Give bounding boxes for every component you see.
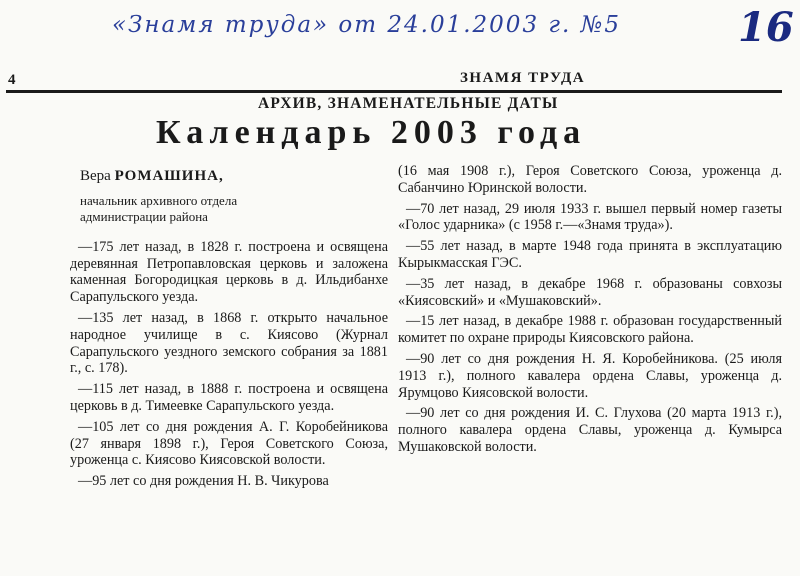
entry-paragraph: —115 лет назад, в 1888 г. построена и освящена церковь в д. Тимеевке Сарапульского уезда.: [70, 381, 388, 414]
entry-paragraph: —55 лет назад, в марте 1948 года принята в эксплуатацию Кырыкмасская ГЭС.: [398, 238, 782, 271]
header-rule: [6, 90, 782, 93]
author-last-name: РОМАШИНА,: [114, 168, 224, 184]
section-title: АРХИВ, ЗНАМЕНАТЕЛЬНЫЕ ДАТЫ: [258, 95, 559, 112]
headline: Календарь 2003 года: [156, 114, 587, 151]
entry-paragraph: —35 лет назад, в декабре 1968 г. образованы совхозы «Киясовский» и «Мушаковский».: [398, 275, 782, 309]
right-column: [398, 163, 782, 460]
page-number: 4: [8, 72, 16, 88]
entry-paragraph: —175 лет назад, в 1828 г. построена и освящена деревянная Петропавловская церковь и заложена каменная Богородицкая церковь в д. Ильдибанхе Сарапульского уезда.: [70, 238, 388, 306]
author-first-name: Вера: [80, 168, 111, 184]
author-position: начальник архивного отдела администрации района: [80, 192, 238, 224]
handwritten-note: «Знамя труда» от 24.01.2003 г. №5: [112, 12, 622, 38]
byline-author: [80, 168, 388, 185]
entry-paragraph: —15 лет назад, в декабре 1988 г. образован государственный комитет по охране природы Киясовского района.: [398, 313, 782, 347]
entry-paragraph: (16 мая 1908 г.), Героя Советского Союза, уроженца д. Сабанчино Юринской волости.: [398, 163, 782, 196]
entry-paragraph: —135 лет назад, в 1868 г. открыто начальное народное училище в с. Киясово (Журнал Сарапульского уездного земского собрания за 1881 г., с. 178).: [70, 309, 388, 377]
entry-paragraph: —90 лет со дня рождения И. С. Глухова (20 марта 1913 г.), полного кавалера ордена Славы, уроженца д. Кумырса Мушаковской волости.: [398, 405, 782, 455]
entry-paragraph: —90 лет со дня рождения Н. Я. Коробейникова. (25 июля 1913 г.), полного кавалера ордена Славы, уроженца д. Ярумцово Киясовской волости.: [398, 350, 782, 401]
newspaper-name: ЗНАМЯ ТРУДА: [460, 70, 586, 86]
entry-paragraph: —95 лет со дня рождения Н. В. Чикурова: [78, 473, 329, 490]
handwritten-page-mark: 16: [738, 4, 794, 51]
entry-paragraph: —105 лет со дня рождения А. Г. Коробейникова (27 января 1898 г.), Героя Советского Союза, уроженца с. Киясово Киясовской волости.: [70, 418, 388, 469]
entry-paragraph: —70 лет назад, 29 июля 1933 г. вышел первый номер газеты «Голос ударника» (с 1958 г.—«Знамя труда»).: [398, 200, 782, 234]
left-column: [70, 168, 388, 494]
